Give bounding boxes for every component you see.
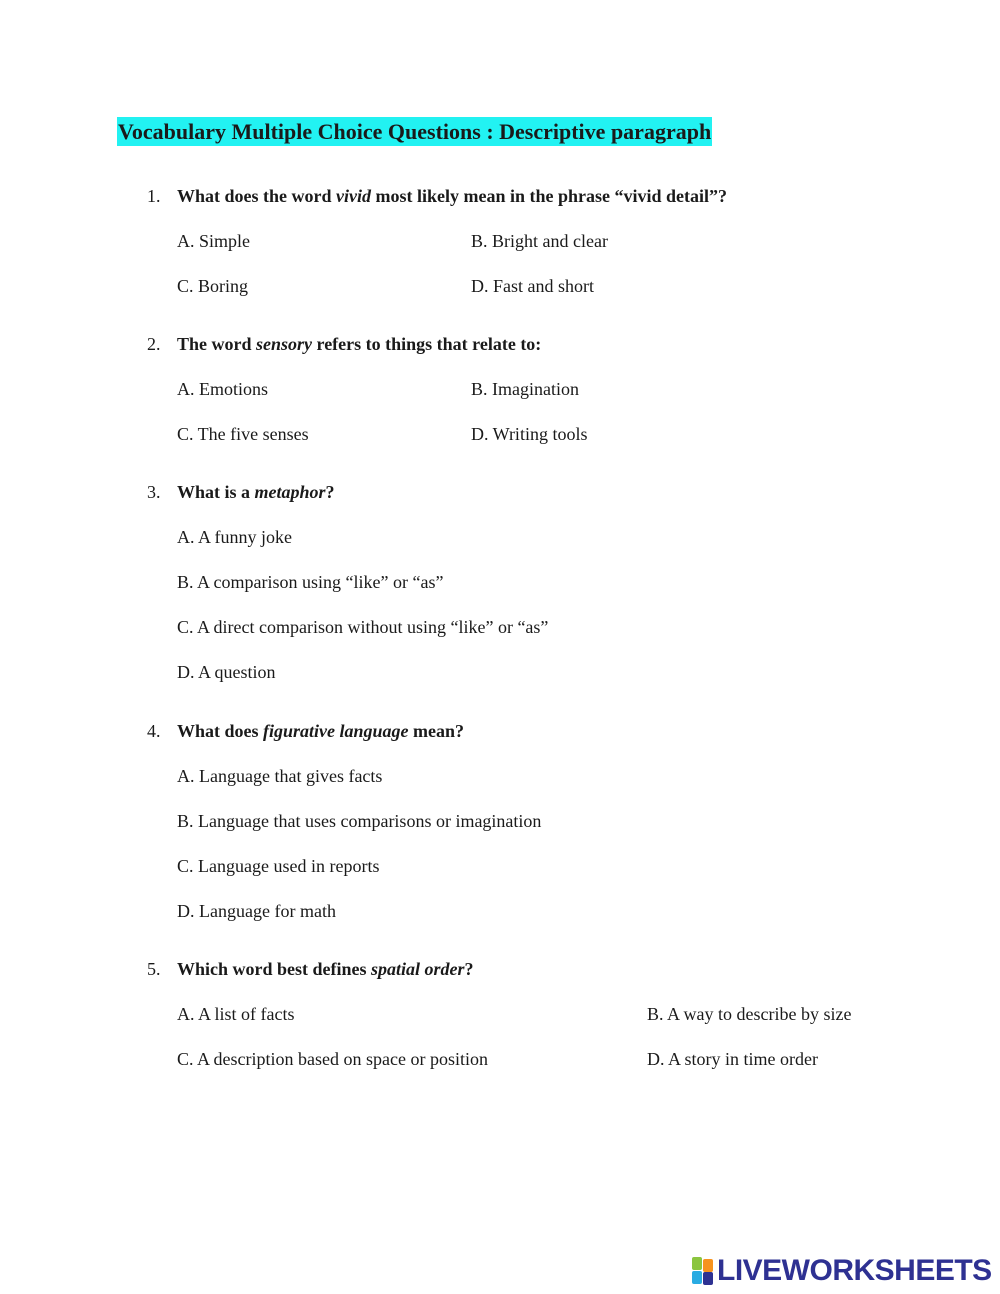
question-4-text — [177, 720, 464, 742]
question-4-option-b[interactable]: B. Language that uses comparisons or imagination — [177, 811, 542, 831]
question-1-option-c[interactable]: C. Boring — [177, 276, 249, 296]
question-3-option-c[interactable]: C. A direct comparison without using “like” or “as” — [177, 617, 549, 637]
question-3-text-after: ? — [325, 482, 335, 502]
question-3-text-before: What is a — [177, 482, 255, 502]
question-1-option-b[interactable]: B. Bright and clear — [471, 231, 608, 251]
question-3-option-a[interactable]: A. A funny joke — [177, 527, 292, 547]
question-1-text — [177, 185, 727, 207]
question-2-option-d[interactable]: D. Writing tools — [471, 424, 588, 444]
question-2-term: sensory — [256, 334, 313, 354]
question-5-option-b[interactable]: B. A way to describe by size — [647, 1004, 852, 1024]
question-5-text-before: Which word best defines — [177, 959, 372, 979]
question-5-text — [177, 958, 474, 980]
question-2-text-after: refers to things that relate to: — [312, 334, 542, 354]
question-2-option-a[interactable]: A. Emotions — [177, 379, 269, 399]
question-2-number: 2. — [147, 334, 161, 354]
question-3-term: metaphor — [254, 482, 326, 502]
question-5-option-a[interactable]: A. A list of facts — [177, 1004, 295, 1024]
question-4-text-after: mean? — [408, 721, 465, 741]
question-4-option-d[interactable]: D. Language for math — [177, 901, 336, 921]
question-4-option-a[interactable]: A. Language that gives facts — [177, 766, 383, 786]
logo-text: LIVEWORKSHEETS — [717, 1254, 992, 1287]
question-2-text — [177, 333, 541, 355]
question-2-text-before: The word — [177, 334, 257, 354]
question-5-text-after: ? — [464, 959, 474, 979]
worksheet-title: Vocabulary Multiple Choice Questions : Descriptive paragraph — [118, 119, 712, 144]
question-1-text-before: What does the word — [177, 186, 337, 206]
liveworksheets-logo-icon — [692, 1257, 714, 1285]
question-1-number: 1. — [147, 186, 161, 206]
question-2-option-b[interactable]: B. Imagination — [471, 379, 579, 399]
question-1-term: vivid — [336, 186, 371, 206]
question-4-term: figurative language — [263, 721, 409, 741]
question-3-option-b[interactable]: B. A comparison using “like” or “as” — [177, 572, 444, 592]
question-5-option-c[interactable]: C. A description based on space or position — [177, 1049, 488, 1069]
question-5-number: 5. — [147, 959, 161, 979]
question-5-option-d[interactable]: D. A story in time order — [647, 1049, 818, 1069]
question-3-text — [177, 481, 335, 503]
question-3-number: 3. — [147, 482, 161, 502]
question-4-option-c[interactable]: C. Language used in reports — [177, 856, 380, 876]
question-1-option-a[interactable]: A. Simple — [177, 231, 251, 251]
question-5-term: spatial order — [371, 959, 465, 979]
question-2-option-c[interactable]: C. The five senses — [177, 424, 309, 444]
liveworksheets-logo — [692, 1255, 992, 1287]
question-4-text-before: What does — [177, 721, 264, 741]
question-3-option-d[interactable]: D. A question — [177, 662, 276, 682]
question-4-number: 4. — [147, 721, 161, 741]
question-1-option-d[interactable]: D. Fast and short — [471, 276, 594, 296]
question-1-text-after: most likely mean in the phrase “vivid detail”? — [371, 186, 728, 206]
